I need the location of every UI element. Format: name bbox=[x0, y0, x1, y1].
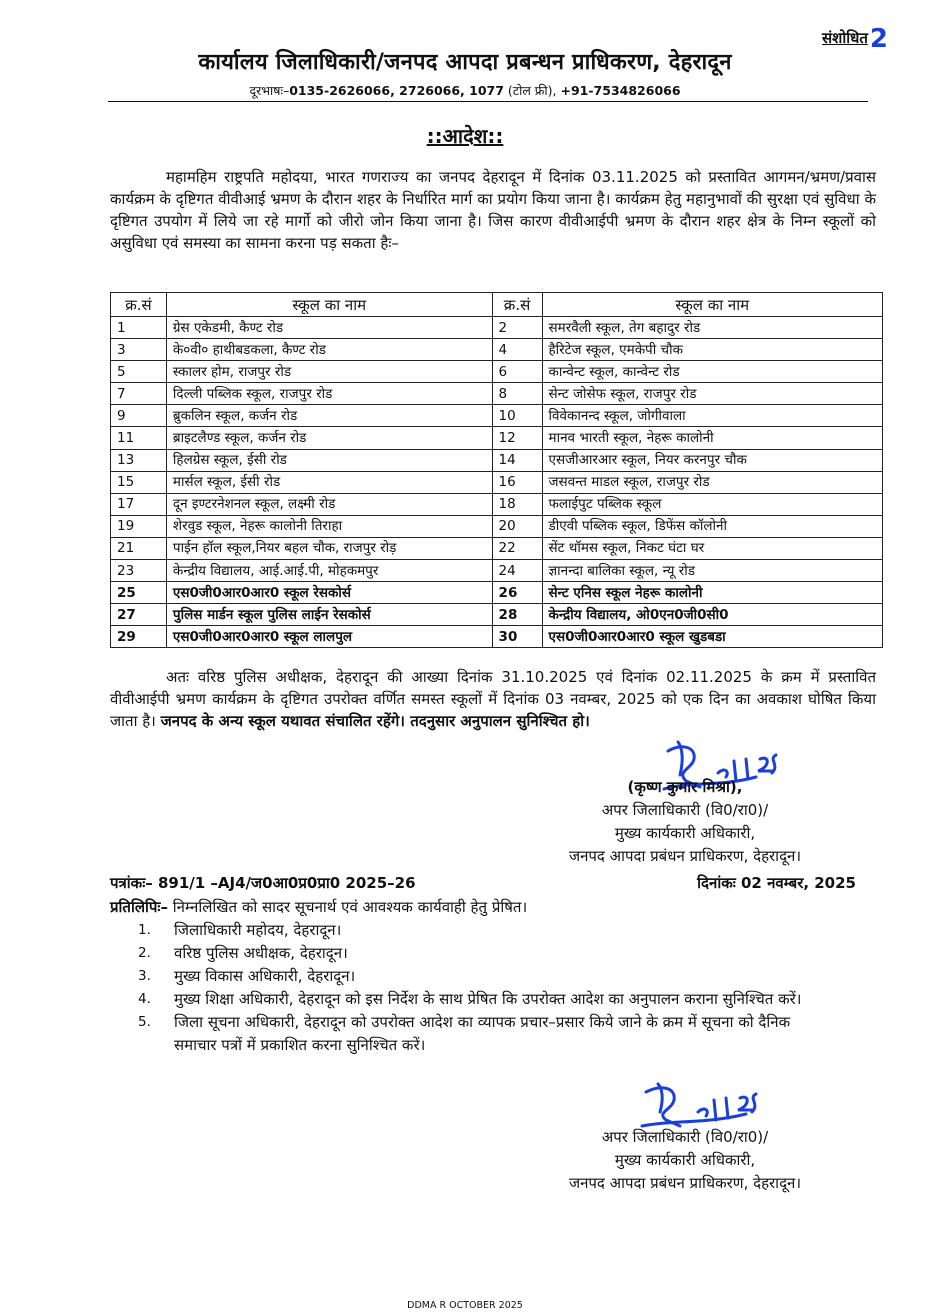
phone-numbers: 0135-2626066, 2726066, 1077 bbox=[289, 83, 504, 98]
header-serial-1: क्र.सं bbox=[111, 293, 167, 317]
school-name-cell: दिल्ली पब्लिक स्कूल, राजपुर रोड bbox=[166, 383, 492, 405]
copy-to-item bbox=[110, 919, 810, 942]
footer-code: DDMA R OCTOBER 2025 bbox=[407, 1300, 523, 1311]
copy-to-intro: निम्नलिखित को सादर सूचनार्थ एवं आवश्यक कार्यवाही हेतु प्रेषित। bbox=[167, 898, 528, 916]
table-row bbox=[111, 339, 883, 361]
serial-cell: 21 bbox=[111, 537, 167, 559]
copy-to-item-text: मुख्य शिक्षा अधिकारी, देहरादून को इस निर्देश के साथ प्रेषित कि उपरोक्त आदेश का अनुपालन कराना सुनिश्चित करें। bbox=[174, 990, 802, 1008]
serial-cell: 14 bbox=[492, 449, 542, 471]
serial-cell: 25 bbox=[111, 582, 167, 604]
school-name-cell: मानव भारती स्कूल, नेहरू कालोनी bbox=[542, 427, 883, 449]
school-name-cell: डीएवी पब्लिक स्कूल, डिफेंस कॉलोनी bbox=[542, 515, 883, 537]
signatory2-designation-1: अपर जिलाधिकारी (वि0/रा0)/ bbox=[601, 1128, 769, 1146]
intro-paragraph bbox=[110, 166, 876, 254]
copy-to-item-text: मुख्य विकास अधिकारी, देहरादून। bbox=[174, 967, 356, 985]
copy-to-item-text: जिला सूचना अधिकारी, देहरादून को उपरोक्त आदेश का व्यापक प्रचार–प्रसार किये जाने के क्रम में सूचना को दैनिक समाचार पत्रों में प्रकाशित करना सुनिश्चित करें। bbox=[174, 1013, 791, 1054]
serial-cell: 1 bbox=[111, 317, 167, 339]
header-school-name-2: स्कूल का नाम bbox=[542, 293, 883, 317]
phone-label: दूरभाषः– bbox=[249, 83, 290, 98]
table-row bbox=[111, 317, 883, 339]
school-name-cell: ग्रेस एकेडमी, कैण्ट रोड bbox=[166, 317, 492, 339]
intro-text: महामहिम राष्ट्रपति महोदया, भारत गणराज्य का जनपद देहरादून में दिनांक 03.11.2025 को प्रस्तावित आगमन/भ्रमण/प्रवास कार्यक्रम के दृष्टिगत वीवीआई भ्रमण के दौरान शहर के निर्धारित मार्ग का प्रयोग किया जाना है। कार्यक्रम हेतु महानुभावों की सुरक्षा एवं सुविधा के दृष्टिगत उपयोग में लिये जा रहे मार्गो को जीरो जोन किया जाना है। जिस कारण वीवीआईपी भ्रमण के दौरान शहर क्षेत्र के निम्न स्कूलों को असुविधा एवं समस्या का सामना करना पड़ सकता हैः– bbox=[110, 168, 876, 252]
serial-cell: 4 bbox=[492, 339, 542, 361]
reference-date: दिनांकः 02 नवम्बर, 2025 bbox=[697, 874, 856, 892]
office-title: कार्यालय जिलाधिकारी/जनपद आपदा प्रबन्धन प्राधिकरण, देहरादून bbox=[198, 50, 732, 75]
signatory-designation-3: जनपद आपदा प्रबंधन प्राधिकरण, देहरादून। bbox=[568, 847, 802, 865]
school-name-cell: विवेकानन्द स्कूल, जोगीवाला bbox=[542, 405, 883, 427]
decision-bold-text: जनपद के अन्य स्कूल यथावत संचालित रहेंगे। तदनुसार अनुपालन सुनिश्चित हो। bbox=[160, 712, 590, 730]
school-name-cell: सेंट थॉमस स्कूल, निकट घंटा घर bbox=[542, 537, 883, 559]
signature-scribble-2 bbox=[636, 1082, 766, 1132]
table-row bbox=[111, 582, 883, 604]
copy-to-item bbox=[110, 988, 810, 1011]
serial-cell: 20 bbox=[492, 515, 542, 537]
phone-tollfree: (टोल फ्री), bbox=[503, 83, 561, 98]
copy-to-item-number: 3. bbox=[138, 968, 151, 984]
school-name-cell: मार्सल स्कूल, ईसी रोड bbox=[166, 471, 492, 493]
school-name-cell: कान्वेन्ट स्कूल, कान्वेन्ट रोड bbox=[542, 361, 883, 383]
order-heading: ::आदेश:: bbox=[426, 124, 504, 148]
school-name-cell: एसजीआरआर स्कूल, नियर करनपुर चौक bbox=[542, 449, 883, 471]
table-row bbox=[111, 604, 883, 626]
table-row bbox=[111, 537, 883, 559]
table-row bbox=[111, 493, 883, 515]
copy-to-item-number: 5. bbox=[138, 1014, 151, 1030]
copy-to-item bbox=[110, 942, 810, 965]
serial-cell: 30 bbox=[492, 626, 542, 648]
reference-number: पत्रांकः– 891/1 –AJ4/ज0आ0प्र0प्रा0 2025–26 bbox=[110, 874, 416, 892]
table-row bbox=[111, 427, 883, 449]
revision-label: संशोधित bbox=[822, 29, 868, 47]
school-name-cell: दून इण्टरनेशनल स्कूल, लक्ष्मी रोड bbox=[166, 493, 492, 515]
copy-to-list bbox=[110, 919, 810, 1057]
table-row bbox=[111, 449, 883, 471]
copy-to-item-text: वरिष्ठ पुलिस अधीक्षक, देहरादून। bbox=[174, 944, 348, 962]
copy-to-item-text: जिलाधिकारी महोदय, देहरादून। bbox=[174, 921, 342, 939]
school-name-cell: सेन्ट एनिस स्कूल नेहरू कालोनी bbox=[542, 582, 883, 604]
copy-to-item bbox=[110, 1011, 810, 1057]
serial-cell: 7 bbox=[111, 383, 167, 405]
school-name-cell: सेन्ट जोसेफ स्कूल, राजपुर रोड bbox=[542, 383, 883, 405]
header-school-name-1: स्कूल का नाम bbox=[166, 293, 492, 317]
decision-text: अतः वरिष्ठ पुलिस अधीक्षक, देहरादून की आख्या दिनांक 31.10.2025 एवं दिनांक 02.11.2025 के क्रम में प्रस्तावित वीवीआईपी भ्रमण कार्यक्रम के दृष्टिगत उपरोक्त वर्णित समस्त स्कूलों में दिनांक 03 नवम्बर, 2025 को एक दिन का अवकाश घोषित किया जाता है। bbox=[110, 668, 876, 730]
school-name-cell: के०वी० हाथीबडकला, कैण्ट रोड bbox=[166, 339, 492, 361]
school-name-cell: पुलिस मार्डन स्कूल पुलिस लाईन रेसकोर्स bbox=[166, 604, 492, 626]
school-name-cell: हैरिटेज स्कूल, एमकेपी चौक bbox=[542, 339, 883, 361]
serial-cell: 3 bbox=[111, 339, 167, 361]
decision-paragraph bbox=[110, 666, 876, 732]
signature-block-2 bbox=[520, 1126, 850, 1195]
school-name-cell: एस0जी0आर0आर0 स्कूल रेसकोर्स bbox=[166, 582, 492, 604]
header-divider bbox=[108, 101, 868, 102]
copy-to-item-number: 1. bbox=[138, 922, 151, 938]
serial-cell: 6 bbox=[492, 361, 542, 383]
schools-table bbox=[110, 292, 883, 648]
serial-cell: 18 bbox=[492, 493, 542, 515]
school-name-cell: जसवन्त माडल स्कूल, राजपुर रोड bbox=[542, 471, 883, 493]
school-name-cell: एस0जी0आर0आर0 स्कूल खुडबडा bbox=[542, 626, 883, 648]
table-row bbox=[111, 560, 883, 582]
header-serial-2: क्र.सं bbox=[492, 293, 542, 317]
school-name-cell: ज्ञानन्दा बालिका स्कूल, न्यू रोड bbox=[542, 560, 883, 582]
serial-cell: 26 bbox=[492, 582, 542, 604]
serial-cell: 27 bbox=[111, 604, 167, 626]
serial-cell: 22 bbox=[492, 537, 542, 559]
table-row bbox=[111, 471, 883, 493]
school-name-cell: पाईन हॉल स्कूल,नियर बहल चौक, राजपुर रोड़ bbox=[166, 537, 492, 559]
revision-number: 2 bbox=[869, 24, 888, 54]
table-row bbox=[111, 361, 883, 383]
serial-cell: 16 bbox=[492, 471, 542, 493]
school-name-cell: एस0जी0आर0आर0 स्कूल लालपुल bbox=[166, 626, 492, 648]
school-name-cell: स्कालर होम, राजपुर रोड bbox=[166, 361, 492, 383]
school-name-cell: फलाईपुट पब्लिक स्कूल bbox=[542, 493, 883, 515]
serial-cell: 8 bbox=[492, 383, 542, 405]
serial-cell: 10 bbox=[492, 405, 542, 427]
signature-block-1 bbox=[520, 776, 850, 868]
school-name-cell: हिलग्रेस स्कूल, ईसी रोड bbox=[166, 449, 492, 471]
table-row bbox=[111, 383, 883, 405]
phone-line bbox=[0, 82, 930, 99]
copy-to-item-number: 2. bbox=[138, 945, 151, 961]
serial-cell: 23 bbox=[111, 560, 167, 582]
serial-cell: 5 bbox=[111, 361, 167, 383]
school-name-cell: ब्राइटलैण्ड स्कूल, कर्जन रोड bbox=[166, 427, 492, 449]
school-name-cell: शेरवुड स्कूल, नेहरू कालोनी तिराहा bbox=[166, 515, 492, 537]
table-row bbox=[111, 405, 883, 427]
school-name-cell: केन्द्रीय विद्यालय, ओ0एन0जी0सी0 bbox=[542, 604, 883, 626]
serial-cell: 17 bbox=[111, 493, 167, 515]
table-row bbox=[111, 626, 883, 648]
table-body bbox=[111, 317, 883, 648]
serial-cell: 13 bbox=[111, 449, 167, 471]
signatory-name: (कृष्ण कुमार मिश्रा), bbox=[627, 778, 743, 796]
school-name-cell: केन्द्रीय विद्यालय, आई.आई.पी, मोहकमपुर bbox=[166, 560, 492, 582]
signatory-designation-2: मुख्य कार्यकारी अधिकारी, bbox=[614, 824, 756, 842]
copy-to-item-number: 4. bbox=[138, 991, 151, 1007]
serial-cell: 9 bbox=[111, 405, 167, 427]
signatory-designation-1: अपर जिलाधिकारी (वि0/रा0)/ bbox=[601, 801, 769, 819]
table-header-row bbox=[111, 293, 883, 317]
school-name-cell: ब्रुकलिन स्कूल, कर्जन रोड bbox=[166, 405, 492, 427]
school-name-cell: समरवैली स्कूल, तेग बहादुर रोड bbox=[542, 317, 883, 339]
serial-cell: 28 bbox=[492, 604, 542, 626]
copy-to-item bbox=[110, 965, 810, 988]
table-row bbox=[111, 515, 883, 537]
copy-to-line bbox=[110, 897, 527, 917]
copy-to-label: प्रतिलिपिः– bbox=[110, 898, 168, 916]
serial-cell: 11 bbox=[111, 427, 167, 449]
serial-cell: 15 bbox=[111, 471, 167, 493]
serial-cell: 12 bbox=[492, 427, 542, 449]
serial-cell: 24 bbox=[492, 560, 542, 582]
serial-cell: 29 bbox=[111, 626, 167, 648]
signatory2-designation-2: मुख्य कार्यकारी अधिकारी, bbox=[614, 1151, 756, 1169]
signatory2-designation-3: जनपद आपदा प्रबंधन प्राधिकरण, देहरादून। bbox=[568, 1174, 802, 1192]
serial-cell: 2 bbox=[492, 317, 542, 339]
phone-mobile: +91-7534826066 bbox=[560, 83, 681, 98]
serial-cell: 19 bbox=[111, 515, 167, 537]
